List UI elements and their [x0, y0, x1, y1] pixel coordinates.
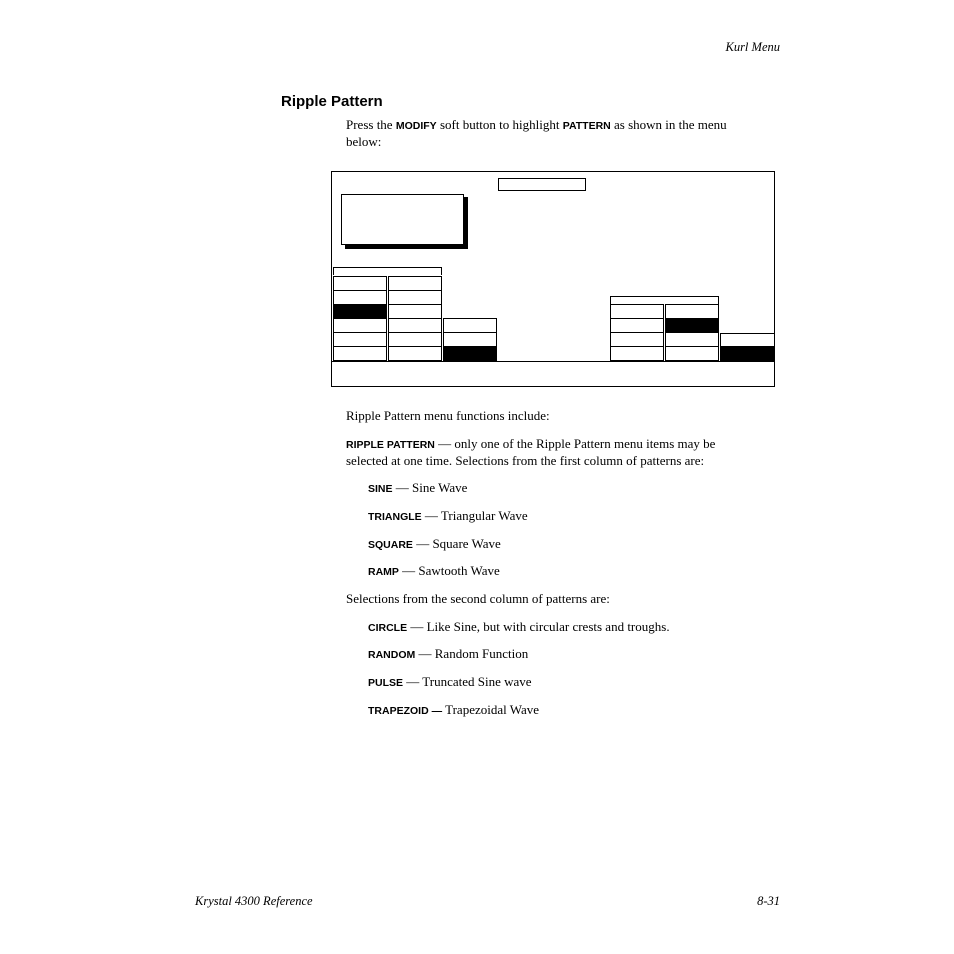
- item-keyword: SINE: [368, 483, 393, 495]
- item-description: — Sine Wave: [392, 480, 468, 495]
- menu-cell: [333, 276, 387, 291]
- list-item: [368, 702, 539, 719]
- menu-cell: [665, 332, 719, 347]
- pattern-keyword: PATTERN: [562, 120, 611, 132]
- item-description: — Like Sine, but with circular crests and troughs.: [407, 619, 670, 634]
- menu-cell: [333, 346, 387, 361]
- item-keyword: CIRCLE: [368, 622, 408, 634]
- section-title: Ripple Pattern: [281, 93, 383, 110]
- list-item: [368, 536, 501, 553]
- item-keyword: TRIANGLE: [368, 511, 422, 523]
- item-keyword: TRAPEZOID —: [368, 705, 443, 717]
- menu-cell: [388, 304, 442, 319]
- right-group-header-line: [610, 296, 719, 297]
- modify-keyword: MODIFY: [395, 120, 437, 132]
- menu-cell: [443, 318, 497, 333]
- menu-bottom-bar-divider: [331, 361, 775, 362]
- menu-title-box: [498, 178, 586, 191]
- menu-cell: [610, 304, 664, 319]
- menu-cell: [665, 304, 719, 319]
- item-description: — Truncated Sine wave: [403, 674, 532, 689]
- menu-info-panel: [341, 194, 464, 245]
- list-item: [368, 563, 500, 580]
- list-item: [368, 508, 528, 525]
- menu-cell: [333, 332, 387, 347]
- list-item: [368, 674, 532, 691]
- menu-cell: [443, 332, 497, 347]
- menu-cell-selected: [333, 304, 387, 319]
- menu-cell: [333, 290, 387, 305]
- menu-cell-selected: [720, 346, 775, 361]
- menu-cell: [665, 346, 719, 361]
- menu-cell: [610, 346, 664, 361]
- left-group-bracket-right: [441, 267, 442, 275]
- item-keyword: RAMP: [368, 566, 399, 578]
- menu-cell: [388, 318, 442, 333]
- right-group-bracket-right: [718, 296, 719, 304]
- page-number: 8-31: [757, 894, 780, 908]
- menu-cell: [610, 332, 664, 347]
- ripple-pattern-description: [346, 436, 776, 469]
- intro-after: as shown in the menu: [610, 117, 727, 132]
- menu-cell: [388, 276, 442, 291]
- item-keyword: SQUARE: [368, 539, 413, 551]
- intro-before: Press the: [346, 117, 396, 132]
- list-item: [368, 646, 528, 663]
- list-item: [368, 619, 670, 636]
- ripple-desc-line2: selected at one time. Selections from the first column of patterns are:: [346, 453, 705, 468]
- ripple-desc-line1: — only one of the Ripple Pattern menu items may be: [434, 436, 716, 451]
- left-group-header-line: [333, 267, 442, 268]
- item-description: Trapezoidal Wave: [442, 702, 540, 717]
- second-column-intro: Selections from the second column of patterns are:: [346, 591, 610, 606]
- menu-cell: [388, 290, 442, 305]
- list-item: [368, 480, 467, 497]
- menu-cell: [388, 332, 442, 347]
- menu-cell: [333, 318, 387, 333]
- intro-middle: soft button to highlight: [436, 117, 563, 132]
- menu-cell-selected: [443, 346, 497, 361]
- item-keyword: PULSE: [368, 677, 404, 689]
- menu-cell-selected: [665, 318, 719, 333]
- right-group-bracket-left: [610, 296, 611, 304]
- intro-line2: below:: [346, 134, 382, 149]
- left-group-bracket-left: [333, 267, 334, 275]
- footer-title: Krystal 4300 Reference: [195, 894, 313, 908]
- running-header: Kurl Menu: [725, 40, 780, 54]
- item-description: — Random Function: [415, 646, 529, 661]
- item-keyword: RANDOM: [368, 649, 416, 661]
- menu-cell: [720, 333, 775, 347]
- item-description: — Square Wave: [412, 536, 501, 551]
- item-description: — Triangular Wave: [421, 508, 528, 523]
- intro-paragraph: [346, 117, 776, 150]
- menu-cell: [610, 318, 664, 333]
- item-description: — Sawtooth Wave: [398, 563, 500, 578]
- functions-intro: Ripple Pattern menu functions include:: [346, 408, 550, 423]
- menu-cell: [388, 346, 442, 361]
- ripple-pattern-keyword: RIPPLE PATTERN: [346, 439, 435, 451]
